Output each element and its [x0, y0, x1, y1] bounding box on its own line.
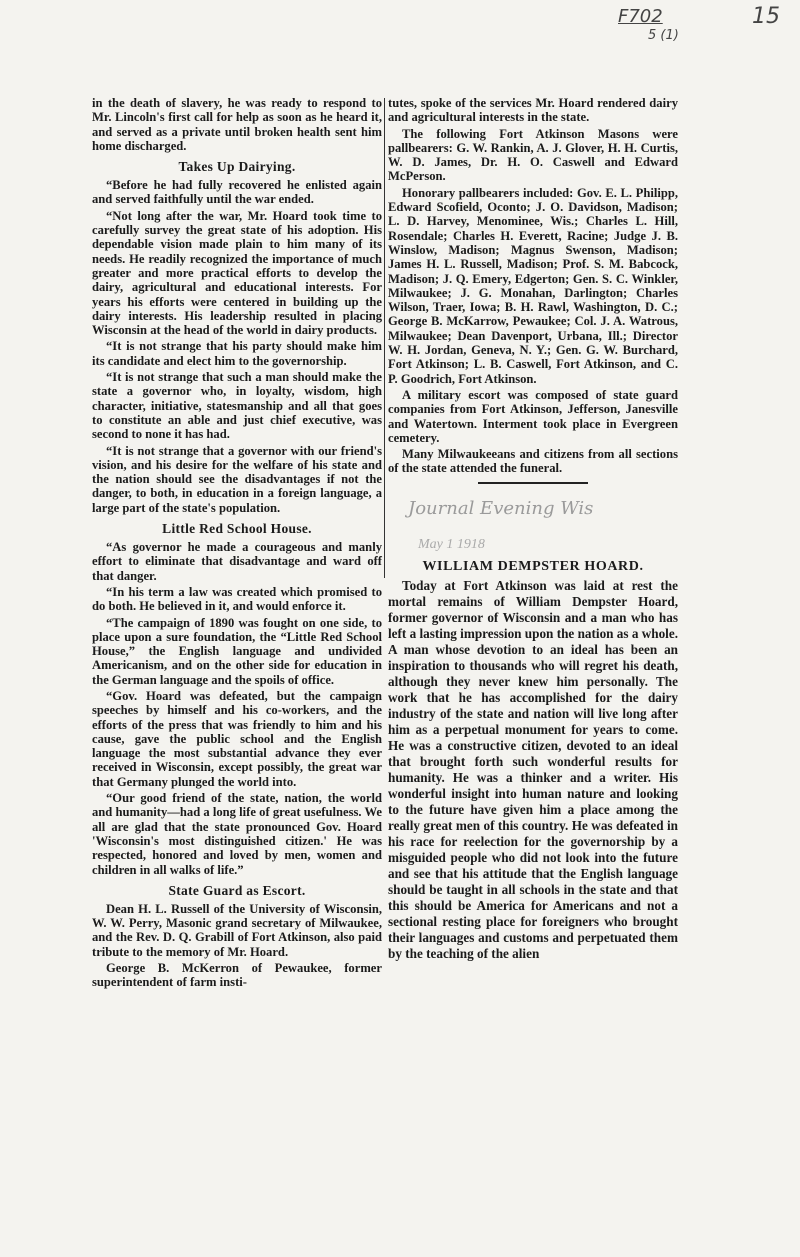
paragraph: Honorary pallbearers included: Gov. E. L. Philipp, Edward Scofield, Oconto; J. O. Davidson, Madison; L. D. Harvey, Menominee, Wis.; Charles L. Hill, Rosendale; Charles H. Everett, Racine; Judge J. B. Winslow, Madison; Magnus Swenson, Madison; James H. L. Russell, Madison; Prof. S. M. Babcock, Madison; J. Q. Emery, Edgerton; Gen. S. C. Winkler, Milwaukee; J. G. Monahan, Darlington; Charles Wilson, Traer, Iowa; B. H. Rawl, Washington, D. C.; George B. McKarrow, Pewaukee; Col. J. A. Watrous, Milwaukee; Dean Davenport, Urbana, Ill.; Director W. H. Jordan, Geneva, N. Y.; Gen. G. W. Burchard, Fort Atkinson; L. B. Caswell, Fort Atkinson, and C. P. Goodrich, Fort Atkinson.	[388, 185, 678, 386]
end-dash	[478, 482, 588, 484]
paragraph: “As governor he made a courageous and manly effort to eliminate that disadvantage and ward off that danger.	[92, 540, 382, 583]
handwritten-date-note: May 1 1918	[418, 536, 485, 552]
paragraph: “Before he had fully recovered he enlisted again and served faithfully until the war ended.	[92, 178, 382, 207]
paragraph: “Not long after the war, Mr. Hoard took time to carefully survey the great state of his adoption. His dependable vision made plain to him many of its needs. He readily recognized the importance of much greater and more practical efforts to develop the dairy, agricultural and educational interests. For years his efforts were centered in building up the dairy interests. His leadership resulted in placing Wisconsin at the head of the world in dairy products.	[92, 208, 382, 338]
column-rule	[384, 98, 385, 578]
editorial-headline: WILLIAM DEMPSTER HOARD.	[422, 558, 644, 574]
subheading-state-guard: State Guard as Escort.	[168, 882, 306, 898]
paragraph: in the death of slavery, he was ready to respond to Mr. Lincoln's first call for help as soon as he heard it, and served as a private until broken health sent him home discharged.	[92, 96, 382, 153]
paragraph: George B. McKerron of Pewaukee, former superintendent of farm insti-	[92, 961, 382, 990]
article-column-left	[92, 96, 382, 990]
editorial-body: Today at Fort Atkinson was laid at rest the mortal remains of William Dempster Hoard, former governor of Wisconsin and a man who has left a lasting impression upon the nation as a whole. A man whose devotion to an ideal has been an inspiration to thousands who will regret his death, although they never knew him personally. The work that he has accomplished for the dairy industry of the state and nation will live long after him as a perpetual monument for years to come. He was a constructive citizen, devoted to an ideal that brought forth such wonderful results for humanity. He was a thinker and a writer. His wonderful insight into human nature and looking to the future have given him a place among the really great men of this country. He was defeated in his race for reelection for the governorship by a misguided people who did not look into the future and see that his attitude that the English language should be taught in all schools in the state and that this should be America for Americans and not a sectional resting place for foreigners who brought their languages and customs and perpetuated them by the teaching of the alien	[388, 578, 678, 962]
paragraph: Dean H. L. Russell of the University of Wisconsin, W. W. Perry, Masonic grand secretary of Milwaukee, and the Rev. D. Q. Grabill of Fort Atkinson, also paid tribute to the memory of Mr. Hoard.	[92, 901, 382, 959]
paragraph: “In his term a law was created which promised to do both. He believed in it, and would enforce it.	[92, 584, 382, 614]
paragraph: A military escort was composed of state guard companies from Fort Atkinson, Jefferson, Janesville and Watertown. Interment took place in Evergreen cemetery.	[388, 387, 678, 445]
paragraph: tutes, spoke of the services Mr. Hoard rendered dairy and agricultural interests in the state.	[388, 96, 678, 125]
paragraph: Many Milwaukeeans and citizens from all sections of the state attended the funeral.	[388, 447, 678, 476]
subheading-school-house: Little Red School House.	[162, 521, 312, 537]
archive-ref-sub: 5 (1)	[648, 28, 679, 43]
paragraph: “Gov. Hoard was defeated, but the campaign speeches by himself and his co-workers, and the efforts of the press that was friendly to him and his cause, gave the public school and the English language the most substantial advance they ever received in Wisconsin, except possibly, the great war that Germany plunged the world into.	[92, 688, 382, 789]
archive-ref-code: F702	[618, 6, 663, 27]
paragraph: “It is not strange that his party should make him its candidate and elect him to the governorship.	[92, 339, 382, 368]
paragraph: “The campaign of 1890 was fought on one side, to place upon a sure foundation, the “Little Red School House,” the English language and undivided Americanism, and on the other side for education in the German language and the spoils of office.	[92, 615, 382, 687]
page-number: 15	[752, 4, 780, 29]
subheading-dairying: Takes Up Dairying.	[178, 159, 296, 175]
paragraph: “It is not strange that such a man should make the state a governor who, in loyalty, wisdom, high character, initiative, statesmanship and all that goes to constitute an able and just chief executive, was second to none it has had.	[92, 370, 382, 442]
handwritten-source-note: Journal Evening Wis	[408, 497, 594, 519]
paragraph: The following Fort Atkinson Masons were pallbearers: G. W. Rankin, A. J. Glover, H. H. Curtis, W. D. James, Dr. H. O. Caswell and Edward McPerson.	[388, 126, 678, 184]
paragraph: “Our good friend of the state, nation, the world and humanity—had a long life of great usefulness. We all are glad that the state pronounced Gov. Hoard 'Wisconsin's most distinguished citizen.' He was respected, honored and loved by men, women and children in all walks of life.”	[92, 791, 382, 877]
paragraph: “It is not strange that a governor with our friend's vision, and his desire for the welfare of his state and the nation should see the disadvantages if not the danger, to both, in education in a foreign language, a large part of the state's population.	[92, 443, 382, 515]
article-column-right	[388, 96, 678, 962]
